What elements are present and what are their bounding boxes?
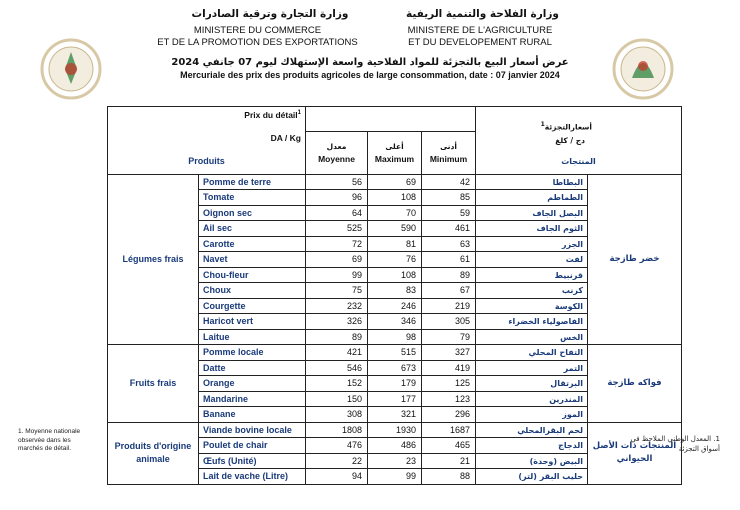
minimum-value: 79 (422, 329, 476, 345)
product-name-ar: قرنبيط (476, 267, 588, 283)
minimum-value: 465 (422, 438, 476, 454)
product-name-ar: الدجاج (476, 438, 588, 454)
produits-header-fr (108, 107, 306, 175)
product-name-fr: Carotte (199, 236, 306, 252)
category-label-ar: فواكه طازجة (588, 345, 682, 423)
moyenne-value: 72 (306, 236, 368, 252)
moyenne-value: 89 (306, 329, 368, 345)
moyenne-value: 75 (306, 283, 368, 299)
maximum-value: 515 (368, 345, 422, 361)
moyenne-value: 94 (306, 469, 368, 485)
product-name-fr: Ail sec (199, 221, 306, 237)
maximum-value: 70 (368, 205, 422, 221)
maximum-value: 69 (368, 174, 422, 190)
product-name-fr: Mandarine (199, 391, 306, 407)
product-name-fr: Choux (199, 283, 306, 299)
product-name-fr: Oignon sec (199, 205, 306, 221)
col-moyenne-header: معدل Moyenne (306, 132, 368, 175)
minimum-value: 305 (422, 314, 476, 330)
moyenne-value: 476 (306, 438, 368, 454)
moyenne-value: 69 (306, 252, 368, 268)
minimum-value: 67 (422, 283, 476, 299)
col-minimum-header: أدنى Minimum (422, 132, 476, 175)
product-name-ar: الفاصولياء الخضراء (476, 314, 588, 330)
product-name-fr: Poulet de chair (199, 438, 306, 454)
product-name-fr: Datte (199, 360, 306, 376)
minimum-value: 61 (422, 252, 476, 268)
document-title-ar: عرض أسعار البيع بالتجزئة للمواد الفلاحية واسعة الإستهلاك ليوم 07 جانفي 2024 (171, 57, 569, 68)
product-name-ar: لفت (476, 252, 588, 268)
agriculture-ministry-ar: وزارة الفلاحة والتنمية الريفية (406, 8, 559, 20)
maximum-value: 246 (368, 298, 422, 314)
prix-detail-sup: 1 (297, 110, 301, 116)
moyenne-value: 546 (306, 360, 368, 376)
maximum-value: 673 (368, 360, 422, 376)
product-name-ar: الثوم الجاف (476, 221, 588, 237)
product-name-fr: Courgette (199, 298, 306, 314)
price-table-body (108, 174, 682, 484)
product-name-ar: التمر (476, 360, 588, 376)
minimum-value: 85 (422, 190, 476, 206)
commerce-ministry-fr-1: MINISTERE DU COMMERCE (193, 25, 322, 36)
product-name-fr: Viande bovine locale (199, 422, 306, 438)
minimum-value: 21 (422, 453, 476, 469)
product-name-ar: الطماطم (476, 190, 588, 206)
moyenne-value: 525 (306, 221, 368, 237)
maximum-value: 98 (368, 329, 422, 345)
col-maximum-header: أعلى Maximum (368, 132, 422, 175)
maximum-value: 108 (368, 190, 422, 206)
minimum-value: 219 (422, 298, 476, 314)
product-name-fr: Laitue (199, 329, 306, 345)
unit-ar: دج / كلغ (555, 135, 585, 145)
maximum-value: 1930 (368, 422, 422, 438)
maximum-value: 23 (368, 453, 422, 469)
product-name-ar: الخس (476, 329, 588, 345)
maximum-value: 76 (368, 252, 422, 268)
moyenne-value: 152 (306, 376, 368, 392)
prix-ar-label: أسعارالتجزئة (544, 122, 592, 132)
maximum-value: 346 (368, 314, 422, 330)
footnote-fr: 1. Moyenne nationale observée dans les marchés de détail. (18, 428, 81, 452)
product-name-fr: Chou-fleur (199, 267, 306, 283)
product-name-fr: Haricot vert (199, 314, 306, 330)
product-name-ar: التفاح المحلي (476, 345, 588, 361)
document-title-fr: Mercuriale des prix des produits agricoles de large consommation, date : 07 janvier 2024 (180, 70, 560, 80)
maximum-value: 590 (368, 221, 422, 237)
footnote-ar: 1. المعدل الوطني الملاحظ في أسواق التجزئة (630, 435, 720, 453)
minimum-value: 88 (422, 469, 476, 485)
moyenne-value: 1808 (306, 422, 368, 438)
minimum-value: 59 (422, 205, 476, 221)
prix-detail-label: Prix du détail (244, 109, 298, 120)
unit-fr: DA / Kg (270, 132, 301, 143)
right-emblem (612, 38, 674, 104)
product-name-ar: البصل الجاف (476, 205, 588, 221)
minimum-value: 327 (422, 345, 476, 361)
maximum-value: 108 (368, 267, 422, 283)
moyenne-value: 421 (306, 345, 368, 361)
minimum-value: 419 (422, 360, 476, 376)
maximum-value: 99 (368, 469, 422, 485)
minimum-value: 125 (422, 376, 476, 392)
product-name-ar: حليب البقر (لتر) (476, 469, 588, 485)
product-name-fr: Pomme locale (199, 345, 306, 361)
table-row (108, 422, 682, 438)
commerce-ministry-fr-2: ET DE LA PROMOTION DES EXPORTATIONS (157, 37, 358, 48)
minimum-value: 1687 (422, 422, 476, 438)
product-name-fr: Navet (199, 252, 306, 268)
minimum-value: 461 (422, 221, 476, 237)
product-name-ar: البطاطا (476, 174, 588, 190)
product-name-fr: Pomme de terre (199, 174, 306, 190)
product-name-fr: Tomate (199, 190, 306, 206)
minimum-value: 123 (422, 391, 476, 407)
maximum-value: 179 (368, 376, 422, 392)
category-label-fr: Produits d'origine animale (108, 422, 199, 484)
product-name-ar: الكوسة (476, 298, 588, 314)
produits-label: Produits (188, 155, 225, 166)
moyenne-value: 64 (306, 205, 368, 221)
table-row (108, 345, 682, 361)
product-name-fr: Banane (199, 407, 306, 423)
product-name-fr: Lait de vache (Litre) (199, 469, 306, 485)
product-name-fr: Œufs (Unité) (199, 453, 306, 469)
produits-ar-label: المنتجات (561, 156, 596, 166)
moyenne-value: 326 (306, 314, 368, 330)
moyenne-value: 22 (306, 453, 368, 469)
product-name-ar: الموز (476, 407, 588, 423)
category-label-fr: Légumes frais (108, 174, 199, 345)
category-label-ar: المنتجات ذات الأصل الحيواني (588, 422, 682, 484)
minimum-value: 42 (422, 174, 476, 190)
agriculture-ministry-fr-2: ET DU DEVELOPEMENT RURAL (408, 37, 552, 48)
agriculture-ministry-fr-1: MINISTERE DE L'AGRICULTURE (407, 25, 553, 36)
category-label-fr: Fruits frais (108, 345, 199, 423)
moyenne-value: 150 (306, 391, 368, 407)
prix-ar-sup: 1 (540, 121, 545, 129)
table-row (108, 174, 682, 190)
maximum-value: 83 (368, 283, 422, 299)
product-name-ar: البيض (وحدة) (476, 453, 588, 469)
product-name-ar: كرنب (476, 283, 588, 299)
product-name-fr: Orange (199, 376, 306, 392)
moyenne-value: 56 (306, 174, 368, 190)
maximum-value: 177 (368, 391, 422, 407)
moyenne-value: 99 (306, 267, 368, 283)
moyenne-value: 232 (306, 298, 368, 314)
product-name-ar: المندرين (476, 391, 588, 407)
product-name-ar: البرتقال (476, 376, 588, 392)
maximum-value: 81 (368, 236, 422, 252)
product-name-ar: لحم البقرالمحلي (476, 422, 588, 438)
moyenne-value: 96 (306, 190, 368, 206)
maximum-value: 321 (368, 407, 422, 423)
minimum-value: 63 (422, 236, 476, 252)
category-label-ar: خضر طازجة (588, 174, 682, 345)
moyenne-value: 308 (306, 407, 368, 423)
product-name-ar: الجزر (476, 236, 588, 252)
maximum-value: 486 (368, 438, 422, 454)
price-table (107, 106, 682, 485)
left-emblem (40, 38, 102, 104)
commerce-ministry-ar: وزارة التجارة وترقية الصادرات (191, 8, 349, 20)
minimum-value: 296 (422, 407, 476, 423)
minimum-value: 89 (422, 267, 476, 283)
table-header-row-1 (108, 107, 682, 122)
